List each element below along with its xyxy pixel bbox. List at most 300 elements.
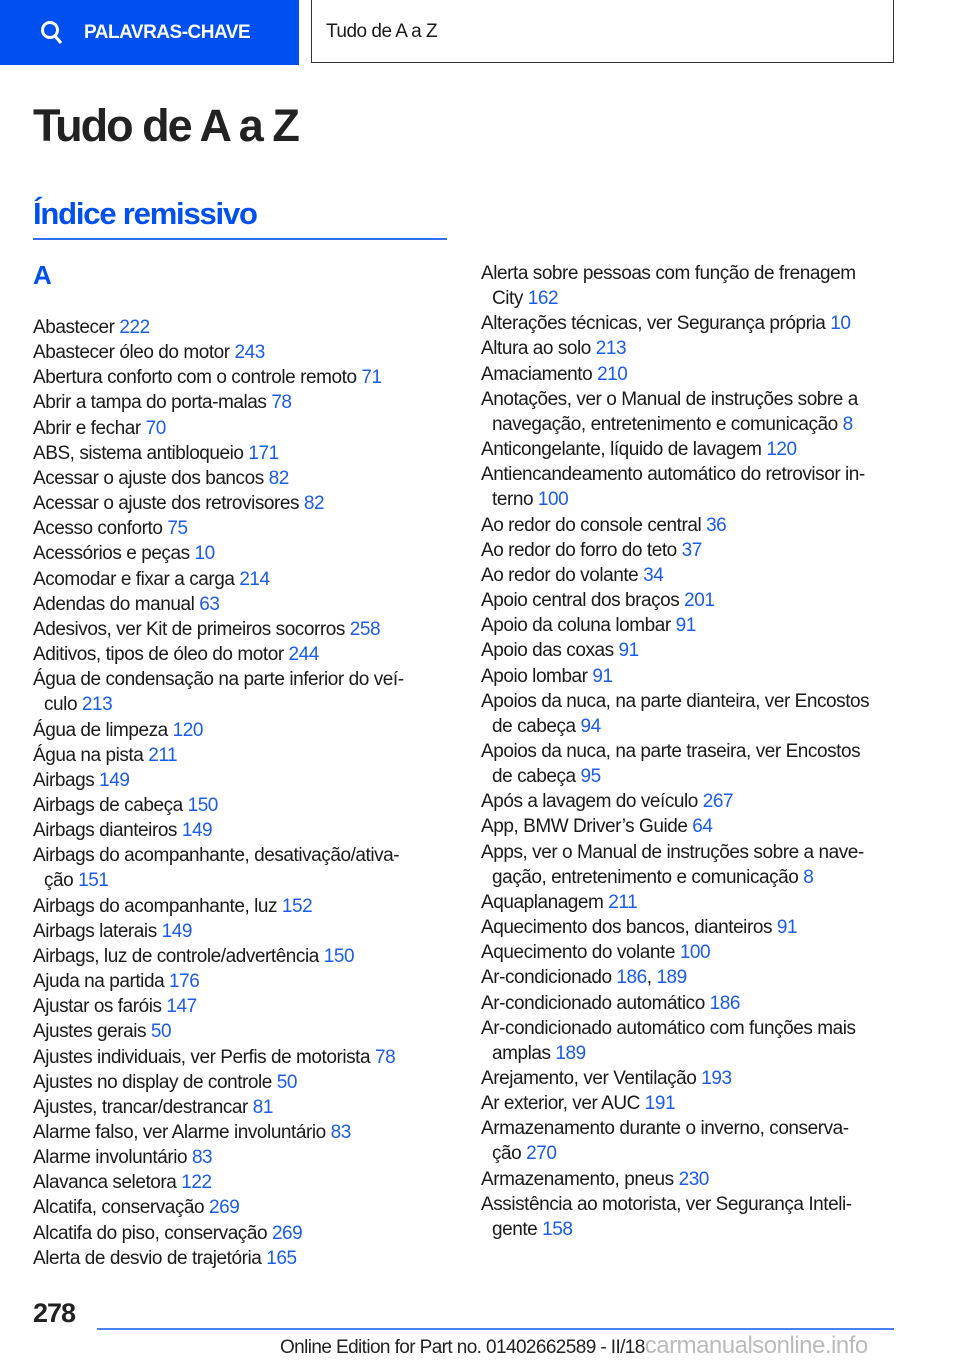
page-link[interactable]: 222 xyxy=(119,317,150,338)
page-link[interactable]: 269 xyxy=(209,1197,240,1219)
index-entry xyxy=(481,563,901,588)
index-entry xyxy=(33,592,453,617)
index-entry xyxy=(481,739,901,789)
entry-text-cont: terno xyxy=(492,489,534,511)
entry-text-cont: amplas xyxy=(492,1042,551,1064)
index-entry xyxy=(33,944,453,969)
index-entry xyxy=(33,642,453,667)
entry-text: Aditivos, tipos de óleo do motor xyxy=(33,644,284,666)
entry-text: Apoios da nuca, na parte dianteira, ver Encostos xyxy=(481,690,870,712)
entry-text: Ar-condicionado automático xyxy=(481,992,705,1014)
entry-line xyxy=(33,441,453,466)
page-link[interactable]: 269 xyxy=(271,1222,303,1244)
entry-line xyxy=(33,642,453,667)
page-link[interactable]: 83 xyxy=(330,1122,351,1143)
entry-text: Ao redor do volante xyxy=(481,564,639,586)
entry-text: Anotações, ver o Manual de instruções sobre a xyxy=(481,388,858,410)
entry-line xyxy=(481,336,901,361)
entry-text: Apps, ver o Manual de instruções sobre a nave- xyxy=(481,841,864,863)
entry-text: Apoio central dos braços xyxy=(481,590,680,612)
page-link[interactable]: 243 xyxy=(234,342,265,364)
entry-text-cont: City xyxy=(492,288,523,310)
index-entry xyxy=(33,1145,453,1170)
entry-text: Apoio da coluna lombar xyxy=(481,615,671,637)
entry-line xyxy=(33,466,453,491)
page-link[interactable]: 213 xyxy=(595,338,627,360)
entry-line xyxy=(481,638,901,663)
entry-line xyxy=(33,541,453,566)
entry-continuation xyxy=(481,865,901,890)
index-entry xyxy=(33,1221,453,1246)
index-column-left xyxy=(33,315,453,1271)
entry-line xyxy=(481,1016,901,1041)
page-link[interactable]: 8 xyxy=(803,866,814,888)
page-link[interactable]: 10 xyxy=(194,543,215,565)
page-link[interactable]: 95 xyxy=(580,766,601,788)
entry-line xyxy=(481,991,901,1016)
entry-text: Abrir e fechar xyxy=(33,417,141,439)
entry-text: Apoio das coxas xyxy=(481,640,614,662)
page-link[interactable]: 91 xyxy=(675,615,696,637)
page-link[interactable]: 162 xyxy=(527,288,559,310)
entry-text: Alterações técnicas, ver Segurança própria xyxy=(481,313,826,335)
entry-continuation xyxy=(481,487,901,512)
entry-text: Após a lavagem do veículo xyxy=(481,791,698,813)
page-link[interactable]: 149 xyxy=(99,769,130,791)
entry-line xyxy=(481,1167,901,1192)
search-icon xyxy=(40,20,64,46)
index-entry xyxy=(481,1091,901,1116)
breadcrumb[interactable]: Tudo de A a Z xyxy=(311,0,894,63)
keywords-label: PALAVRAS-CHAVE xyxy=(84,21,251,43)
entry-text: App, BMW Driver’s Guide xyxy=(481,816,688,838)
entry-line xyxy=(481,613,901,638)
entry-line xyxy=(481,789,901,814)
index-entry xyxy=(33,466,453,491)
entry-text: Abrir a tampa do porta-malas xyxy=(33,392,267,414)
entry-text-cont: navegação, entretenimento e comunicação xyxy=(492,413,838,435)
index-entry xyxy=(33,969,453,994)
index-entry xyxy=(481,638,901,663)
entry-text: Ajuda na partida xyxy=(33,971,165,993)
page-link[interactable]: 82 xyxy=(268,467,289,489)
page-link[interactable]: 78 xyxy=(374,1046,396,1068)
entry-line xyxy=(33,818,453,843)
page-link[interactable]: 91 xyxy=(776,917,798,939)
page-link[interactable]: 193 xyxy=(701,1068,732,1089)
index-entry xyxy=(481,613,901,638)
page-link[interactable]: 171 xyxy=(248,442,279,464)
index-entry xyxy=(33,491,453,516)
footer-divider xyxy=(97,1328,894,1330)
keywords-button[interactable] xyxy=(0,0,299,65)
entry-line xyxy=(33,1045,453,1070)
page-link[interactable]: 201 xyxy=(684,590,715,612)
index-entry xyxy=(481,336,901,361)
index-entry xyxy=(481,991,901,1016)
entry-line: Ar-condicionado 186, 189 xyxy=(481,967,687,989)
entry-line xyxy=(481,1192,901,1217)
entry-text: Apoios da nuca, na parte traseira, ver Encostos xyxy=(481,740,861,762)
page-number: 278 xyxy=(33,1298,76,1328)
index-entry xyxy=(33,1195,453,1220)
entry-line xyxy=(33,1246,453,1271)
entry-line xyxy=(481,890,901,915)
footer-text xyxy=(280,1332,868,1360)
entry-line xyxy=(481,362,901,387)
entry-line xyxy=(33,1195,453,1220)
entry-text: Abastecer óleo do motor xyxy=(33,342,230,364)
entry-text: Alarme falso, ver Alarme involuntário xyxy=(33,1122,326,1143)
page-link[interactable]: 214 xyxy=(239,568,270,590)
entry-text: Acomodar e fixar a carga xyxy=(33,568,235,590)
page-link[interactable]: 122 xyxy=(181,1172,212,1194)
page-link[interactable]: 94 xyxy=(580,715,601,737)
page-link[interactable]: 8 xyxy=(842,413,853,435)
entry-line xyxy=(33,1221,453,1246)
entry-text: Acessórios e peças xyxy=(33,543,190,565)
page-link[interactable]: 37 xyxy=(681,539,702,561)
entry-line xyxy=(481,437,901,462)
entry-text: Ao redor do forro do teto xyxy=(481,539,677,561)
page-link[interactable]: 36 xyxy=(706,514,727,536)
entry-text: Acesso conforto xyxy=(33,518,163,540)
index-entry xyxy=(33,390,453,415)
entry-text: Ajustes, trancar/destrancar xyxy=(33,1096,248,1118)
index-entry xyxy=(33,541,453,566)
entry-continuation xyxy=(33,692,453,717)
index-entry xyxy=(481,940,901,965)
entry-text: Alarme involuntário xyxy=(33,1147,188,1169)
page-link[interactable]: 83 xyxy=(191,1147,213,1169)
entry-continuation xyxy=(481,1041,901,1066)
index-entry xyxy=(481,387,901,437)
page-link[interactable]: 258 xyxy=(349,618,381,640)
page-link[interactable]: 213 xyxy=(81,694,113,716)
entry-text: Água na pista xyxy=(33,744,144,766)
index-entry xyxy=(33,441,453,466)
index-entry xyxy=(481,362,901,387)
entry-text: Ar-condicionado automático com funções mais xyxy=(481,1017,856,1039)
entry-text: Arejamento, ver Ventilação xyxy=(481,1068,697,1089)
index-entry xyxy=(33,718,453,743)
entry-continuation xyxy=(481,1141,901,1166)
page-link[interactable]: 120 xyxy=(172,719,203,741)
entry-line xyxy=(33,1170,453,1195)
page-link[interactable]: 150 xyxy=(323,945,355,967)
index-entry xyxy=(481,664,901,689)
entry-text: Armazenamento, pneus xyxy=(481,1168,674,1190)
entry-continuation xyxy=(481,1217,901,1242)
page-link[interactable]: 70 xyxy=(145,417,166,439)
index-entry xyxy=(33,1170,453,1195)
entry-line xyxy=(481,462,901,487)
entry-line xyxy=(481,814,901,839)
index-entry xyxy=(481,689,901,739)
entry-text: Acessar o ajuste dos retrovisores xyxy=(33,493,300,515)
entry-text: Airbags xyxy=(33,769,95,791)
entry-line xyxy=(33,718,453,743)
index-entry xyxy=(33,667,453,717)
entry-text: Altura ao solo xyxy=(481,338,591,360)
index-entry xyxy=(481,789,901,814)
entry-line xyxy=(481,664,901,689)
index-entry xyxy=(33,1045,453,1070)
entry-text-cont: culo xyxy=(44,694,78,716)
page-link[interactable]: 91 xyxy=(618,640,639,662)
entry-continuation xyxy=(481,764,901,789)
entry-text: Assistência ao motorista, ver Segurança Inteli- xyxy=(481,1193,852,1215)
entry-text: Ajustes gerais xyxy=(33,1021,147,1043)
index-entry xyxy=(481,437,901,462)
entry-text: Abertura conforto com o controle remoto xyxy=(33,367,357,389)
index-entry xyxy=(481,1192,901,1242)
entry-text: Airbags dianteiros xyxy=(33,820,177,842)
page-link[interactable]: 149 xyxy=(181,820,213,842)
entry-text-cont: gente xyxy=(492,1218,538,1240)
entry-continuation xyxy=(481,286,901,311)
entry-text: Alcatifa, conservação xyxy=(33,1197,205,1219)
entry-line xyxy=(33,567,453,592)
entry-continuation xyxy=(33,868,453,893)
entry-text: Água de limpeza xyxy=(33,719,168,741)
index-entry xyxy=(481,462,901,512)
index-entry xyxy=(33,340,453,365)
page-link[interactable]: 186 xyxy=(616,967,647,989)
index-entry xyxy=(481,1016,901,1066)
entry-text-cont: ção xyxy=(492,1143,522,1165)
entry-text: Airbags do acompanhante, luz xyxy=(33,895,278,917)
entry-continuation xyxy=(481,714,901,739)
page-link[interactable]: 50 xyxy=(150,1021,172,1043)
entry-line xyxy=(33,1070,453,1095)
index-entry xyxy=(33,818,453,843)
index-entry xyxy=(481,1167,901,1192)
page-link[interactable]: 189 xyxy=(555,1042,586,1064)
index-entry xyxy=(33,1120,453,1145)
entry-text: Aquecimento dos bancos, dianteiros xyxy=(481,917,773,939)
entry-line xyxy=(33,793,453,818)
page-link[interactable]: 158 xyxy=(542,1218,573,1240)
entry-text: Aquaplanagem xyxy=(481,891,604,913)
entry-line xyxy=(481,261,901,286)
entry-line xyxy=(481,588,901,613)
page-link[interactable]: 78 xyxy=(271,392,292,414)
page-link[interactable]: 210 xyxy=(597,363,628,385)
page-link[interactable]: 176 xyxy=(169,971,200,993)
index-entry xyxy=(33,994,453,1019)
index-entry xyxy=(481,588,901,613)
index-entry xyxy=(33,416,453,441)
entry-line xyxy=(33,743,453,768)
page-link[interactable]: 165 xyxy=(266,1247,297,1269)
page-link[interactable]: 75 xyxy=(167,518,188,540)
page-title: Tudo de A a Z xyxy=(33,100,298,151)
entry-continuation xyxy=(481,412,901,437)
page-link[interactable]: 270 xyxy=(526,1143,557,1165)
index-column-right xyxy=(481,261,901,1242)
page-link[interactable]: 82 xyxy=(303,493,325,515)
entry-text: Airbags do acompanhante, desativação/ativa- xyxy=(33,845,400,867)
entry-text: Acessar o ajuste dos bancos xyxy=(33,467,264,489)
index-entry xyxy=(33,617,453,642)
entry-text: Adesivos, ver Kit de primeiros socorros xyxy=(33,618,345,640)
page-link[interactable]: 151 xyxy=(78,870,109,892)
entry-text: Amaciamento xyxy=(481,363,593,385)
entry-line xyxy=(33,919,453,944)
page-link[interactable]: 230 xyxy=(678,1168,709,1190)
entry-line xyxy=(33,1145,453,1170)
index-entry xyxy=(481,965,901,990)
edition-text: Online Edition for Part no. 01402662589 - II/18 xyxy=(280,1337,645,1358)
page-link[interactable]: 50 xyxy=(276,1071,298,1093)
page-link[interactable]: 186 xyxy=(709,992,741,1014)
entry-text: Ao redor do console central xyxy=(481,514,702,536)
entry-text: Anticongelante, líquido de lavagem xyxy=(481,439,762,461)
index-entry xyxy=(33,516,453,541)
page-link[interactable]: 64 xyxy=(692,816,713,838)
entry-text: Airbags laterais xyxy=(33,920,157,942)
index-entry xyxy=(33,315,453,340)
index-entry xyxy=(33,768,453,793)
index-entry xyxy=(481,311,901,336)
entry-text: Airbags de cabeça xyxy=(33,794,183,816)
page-link[interactable]: 71 xyxy=(361,367,382,389)
entry-line xyxy=(33,491,453,516)
entry-line xyxy=(481,538,901,563)
entry-line xyxy=(481,1066,901,1091)
index-entry xyxy=(33,743,453,768)
entry-line xyxy=(33,365,453,390)
page-link[interactable]: 149 xyxy=(161,920,192,942)
page-link[interactable]: 147 xyxy=(166,996,197,1018)
entry-line xyxy=(33,1095,453,1120)
entry-line xyxy=(33,390,453,415)
page-link[interactable]: 152 xyxy=(281,895,313,917)
entry-text: Abastecer xyxy=(33,317,115,338)
page-link[interactable]: 189 xyxy=(656,967,687,989)
entry-text: Alcatifa do piso, conservação xyxy=(33,1222,268,1244)
page-link[interactable]: 191 xyxy=(644,1093,676,1115)
index-entry xyxy=(481,890,901,915)
index-entry xyxy=(33,1019,453,1044)
entry-line xyxy=(481,915,901,940)
entry-text-cont: de cabeça xyxy=(492,766,576,788)
entry-line xyxy=(481,387,901,412)
entry-line xyxy=(481,513,901,538)
entry-line xyxy=(33,340,453,365)
entry-line xyxy=(33,944,453,969)
entry-text: Apoio lombar xyxy=(481,665,588,687)
entry-line xyxy=(33,1019,453,1044)
index-entry xyxy=(33,919,453,944)
entry-text: Alerta de desvio de trajetória xyxy=(33,1247,262,1269)
entry-text: Ajustes individuais, ver Perfis de motorista xyxy=(33,1046,371,1068)
entry-line xyxy=(33,1120,453,1145)
entry-line xyxy=(481,1091,901,1116)
page-link[interactable]: 81 xyxy=(252,1096,273,1118)
page-link[interactable]: 91 xyxy=(592,665,613,687)
letter-heading: A xyxy=(33,260,52,290)
entry-text: Airbags, luz de controle/advertência xyxy=(33,945,319,967)
index-entry xyxy=(33,567,453,592)
entry-line xyxy=(33,768,453,793)
page-link[interactable]: 211 xyxy=(148,744,178,766)
page-link[interactable]: 63 xyxy=(199,593,220,615)
page-link[interactable]: 100 xyxy=(537,489,569,511)
entry-text: Armazenamento durante o inverno, conserva- xyxy=(481,1118,849,1140)
entry-line xyxy=(481,689,901,714)
page-link[interactable]: 267 xyxy=(702,791,734,813)
entry-line xyxy=(33,592,453,617)
index-entry xyxy=(33,365,453,390)
entry-line xyxy=(481,739,901,764)
entry-text: Alerta sobre pessoas com função de frenagem xyxy=(481,263,856,284)
page-link[interactable]: 211 xyxy=(608,891,638,913)
entry-text: Água de condensação na parte inferior do veí- xyxy=(33,669,404,691)
entry-text: ABS, sistema antibloqueio xyxy=(33,442,244,464)
index-entry xyxy=(33,793,453,818)
entry-line xyxy=(33,894,453,919)
page-link[interactable]: 10 xyxy=(830,313,851,335)
entry-line xyxy=(481,563,901,588)
index-entry xyxy=(481,1066,901,1091)
section-divider xyxy=(33,238,447,240)
entry-text: Ar-condicionado xyxy=(481,967,612,989)
page-link[interactable]: 100 xyxy=(679,942,711,964)
index-entry xyxy=(481,1116,901,1166)
index-entry xyxy=(33,894,453,919)
page-link[interactable]: 244 xyxy=(288,644,319,666)
page-link[interactable]: 34 xyxy=(643,564,664,586)
entry-line xyxy=(481,1116,901,1141)
section-title: Índice remissivo xyxy=(33,196,257,231)
entry-line xyxy=(481,840,901,865)
index-entry xyxy=(481,840,901,890)
entry-line xyxy=(33,994,453,1019)
page-link[interactable]: 120 xyxy=(766,439,797,461)
entry-line xyxy=(33,315,453,340)
index-entry xyxy=(481,915,901,940)
entry-text: Aquecimento do volante xyxy=(481,942,675,964)
entry-line xyxy=(33,516,453,541)
index-entry xyxy=(481,814,901,839)
index-entry xyxy=(481,261,901,311)
index-entry xyxy=(33,1246,453,1271)
entry-text-cont: ção xyxy=(44,870,74,892)
watermark: carmanualsonline.info xyxy=(644,1332,868,1359)
entry-text-cont: de cabeça xyxy=(492,715,576,737)
index-entry xyxy=(481,513,901,538)
entry-text: Ajustes no display de controle xyxy=(33,1071,272,1093)
index-entry xyxy=(33,1070,453,1095)
entry-text: Ajustar os faróis xyxy=(33,996,162,1018)
entry-text: Antiencandeamento automático do retrovisor in- xyxy=(481,464,865,486)
entry-text: Adendas do manual xyxy=(33,593,195,615)
entry-text-cont: gação, entretenimento e comunicação xyxy=(492,866,799,888)
entry-text: Alavanca seletora xyxy=(33,1172,177,1194)
entry-text: Ar exterior, ver AUC xyxy=(481,1093,640,1115)
page-link[interactable]: 150 xyxy=(187,794,218,816)
index-entry xyxy=(33,843,453,893)
entry-line xyxy=(481,940,901,965)
entry-line xyxy=(33,843,453,868)
index-entry xyxy=(481,538,901,563)
entry-line xyxy=(33,667,453,692)
entry-line xyxy=(33,617,453,642)
entry-line xyxy=(33,969,453,994)
entry-line xyxy=(481,311,901,336)
